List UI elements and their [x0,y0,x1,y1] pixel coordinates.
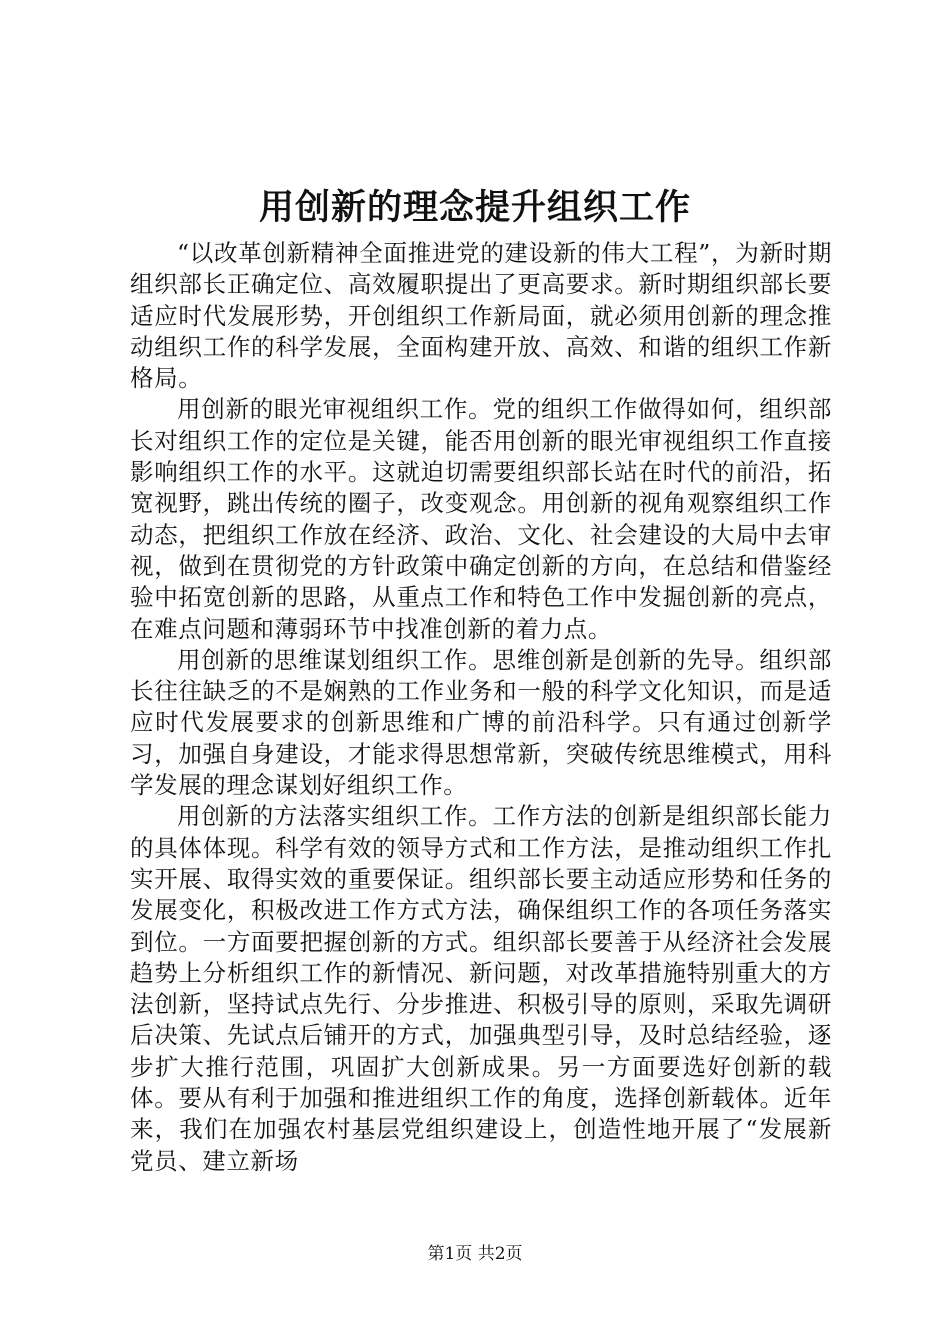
paragraph-intro: “以改革创新精神全面推进党的建设新的伟大工程”，为新时期组织部长正确定位、高效履职提出了更高要求。新时期组织部长要适应时代发展形势，开创组织工作新局面，就必须用创新的理念推动组织工作的科学发展，全面构建开放、高效、和谐的组织工作新格局。 [130,239,832,393]
document-body [130,238,832,1177]
paragraph-vision: 用创新的眼光审视组织工作。党的组织工作做得如何，组织部长对组织工作的定位是关键，能否用创新的眼光审视组织工作直接影响组织工作的水平。这就迫切需要组织部长站在时代的前沿，拓宽视野，跳出传统的圈子，改变观念。用创新的视角观察组织工作动态，把组织工作放在经济、政治、文化、社会建设的大局中去审视，做到在贯彻党的方针政策中确定创新的方向，在总结和借鉴经验中拓宽创新的思路，从重点工作和特色工作中发掘创新的亮点，在难点问题和薄弱环节中找准创新的着力点。 [130,395,832,643]
document-title: 用创新的理念提升组织工作 [258,187,691,228]
paragraph-method: 用创新的方法落实组织工作。工作方法的创新是组织部长能力的具体体现。科学有效的领导方式和工作方法，是推动组织工作扎实开展、取得实效的重要保证。组织部长要主动适应形势和任务的发展变化，积极改进工作方式方法，确保组织工作的各项任务落实到位。一方面要把握创新的方式。组织部长要善于从经济社会发展趋势上分析组织工作的新情况、新问题，对改革措施特别重大的方法创新，坚持试点先行、分步推进、积极引导的原则，采取先调研后决策、先试点后铺开的方式，加强典型引导，及时总结经验，逐步扩大推行范围，巩固扩大创新成果。另一方面要选好创新的载体。要从有利于加强和推进组织工作的角度，选择创新载体。近年来，我们在加强农村基层党组织建设上，创造性地开展了“发展新党员、建立新场 [130,802,832,1175]
page-number-label: 第1页 共2页 [427,1244,523,1264]
paragraph-thinking: 用创新的思维谋划组织工作。思维创新是创新的先导。组织部长往往缺乏的不是娴熟的工作业务和一般的科学文化知识，而是适应时代发展要求的创新思维和广博的前沿科学。只有通过创新学习，加强自身建设，才能求得思想常新，突破传统思维模式，用科学发展的理念谋划好组织工作。 [130,645,832,800]
page-footer [0,1242,950,1266]
